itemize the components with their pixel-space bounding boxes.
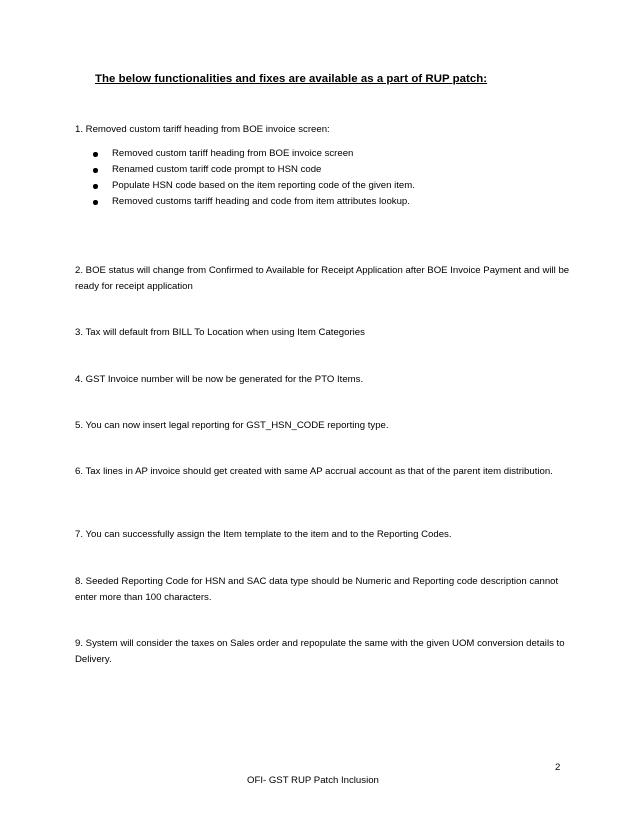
item-5: 5. You can now insert legal reporting for GST_HSN_CODE reporting type. [75, 420, 389, 431]
item-4: 4. GST Invoice number will be now be generated for the PTO Items. [75, 374, 364, 385]
item-6: 6. Tax lines in AP invoice should get created with same AP accrual account as that of the parent item distribution. [75, 466, 553, 477]
bullet-icon [93, 184, 98, 189]
item-2: 2. BOE status will change from Confirmed to Available for Receipt Application after BOE Invoice Payment and will be ready for receipt application [75, 265, 570, 292]
bullet-item [93, 194, 415, 210]
item-8: 8. Seeded Reporting Code for HSN and SAC data type should be Numeric and Reporting code description cannot enter more than 100 characters. [75, 576, 559, 603]
bullet-item [93, 178, 415, 194]
bullet-icon [93, 152, 98, 157]
page-footer: OFI- GST RUP Patch Inclusion [247, 775, 379, 786]
bullet-icon [93, 200, 98, 205]
bullet-text: Renamed custom tariff code prompt to HSN code [112, 164, 322, 175]
item-1: 1. Removed custom tariff heading from BOE invoice screen: [75, 124, 330, 135]
bullet-item [93, 146, 415, 162]
bullet-list [93, 146, 415, 210]
bullet-icon [93, 168, 98, 173]
page-heading: The below functionalities and fixes are available as a part of RUP patch: [95, 73, 488, 85]
bullet-item [93, 162, 415, 178]
bullet-text: Populate HSN code based on the item reporting code of the given item. [112, 180, 415, 191]
item-7: 7. You can successfully assign the Item template to the item and to the Reporting Codes. [75, 529, 452, 540]
item-9: 9. System will consider the taxes on Sales order and repopulate the same with the given UOM conversion details to Delivery. [75, 638, 565, 665]
bullet-text: Removed customs tariff heading and code from item attributes lookup. [112, 196, 410, 207]
item-3: 3. Tax will default from BILL To Location when using Item Categories [75, 327, 365, 338]
page-number: 2 [555, 762, 561, 773]
bullet-text: Removed custom tariff heading from BOE invoice screen [112, 148, 354, 159]
